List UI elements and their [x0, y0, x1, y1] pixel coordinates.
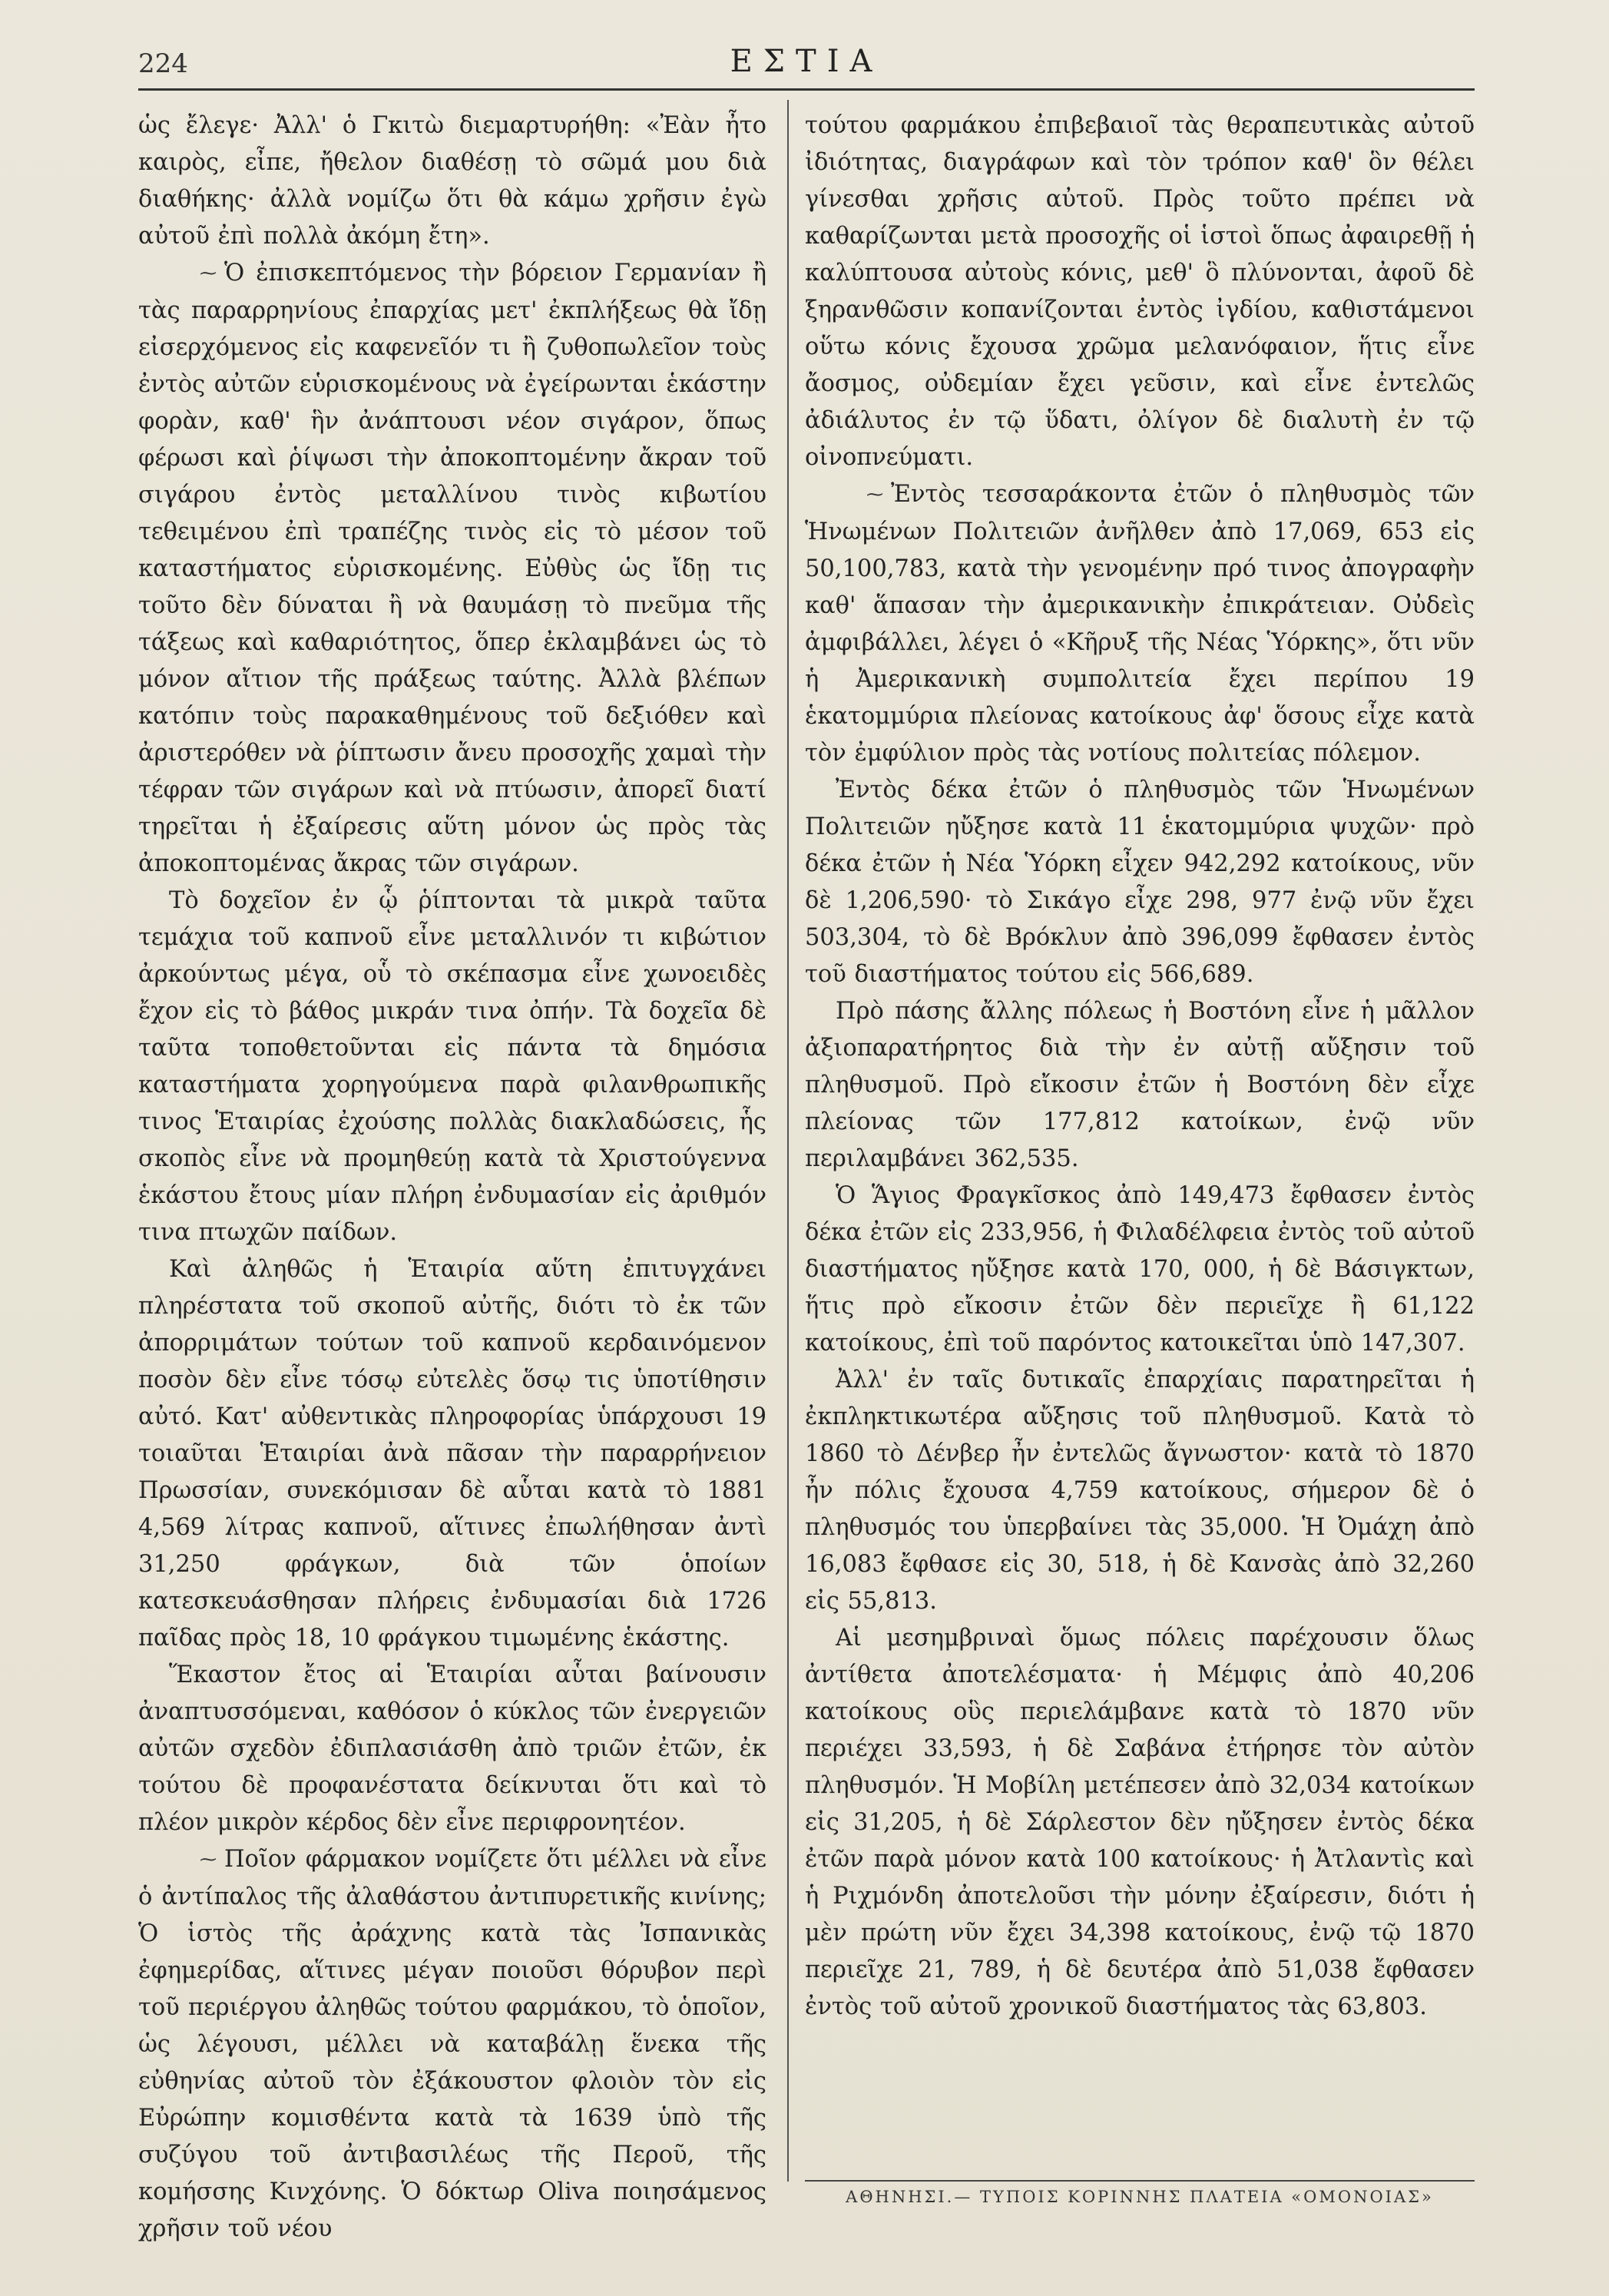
paragraph: ⁓ Ὁ ἐπισκεπτόμενος τὴν βόρειον Γερμανίαν ἢ τὰς παραρρηνίους ἐπαρχίας μετ' ἐκπλήξεως θὰ ἴδῃ εἰσερχόμενος εἰς καφενεῖόν τι ἢ ζυθοπωλεῖον τοὺς ἐντὸς αὐτῶν εὑρισκομένους νὰ ἐγείρωνται ἑκάστην φορὰν, καθ' ἣν ἀνάπτουσι νέον σιγάρον, ὅπως φέρωσι καὶ ῥίψωσι τὴν ἀποκοπτομένην ἄκραν τοῦ σιγάρου ἐντὸς μεταλλίνου τινὸς κιβωτίου τεθειμένου ἐπὶ τραπέζης τινὸς εἰς τὸ μέσον τοῦ καταστήματος εὑρισκομένης. Εὐθὺς ὡς ἴδῃ τις τοῦτο δὲν δύναται ἢ νὰ θαυμάσῃ τὸ πνεῦμα τῆς τάξεως καὶ καθαριότητος, ὅπερ ἐκλαμβάνει ὡς τὸ μόνον αἴτιον τῆς πράξεως ταύτης. Ἀλλὰ βλέπων κατόπιν τοὺς παρακαθημένους τοῦ δεξιόθεν καὶ ἀριστερόθεν νὰ ῥίπτωσιν ἄνευ προσοχῆς χαμαὶ τὴν τέφραν τῶν σιγάρων καὶ νὰ πτύωσιν, ἀπορεῖ διατί τηρεῖται ἡ ἐξαίρεσις αὕτη μόνον ὡς πρὸς τὰς ἀποκοπτομένας ἄκρας τῶν σιγάρων.: [138, 255, 766, 883]
paragraph: Ἀλλ' ἐν ταῖς δυτικαῖς ἐπαρχίαις παρατηρεῖται ἡ ἐκπληκτικωτέρα αὔξησις τοῦ πληθυσμοῦ. Κατὰ τὸ 1860 τὸ Δένβερ ἦν ἐντελῶς ἄγνωστον· κατὰ τὸ 1870 ἦν πόλις ἔχουσα 4,759 κατοίκους, σήμερον δὲ ὁ πληθυσμός του ὑπερβαίνει τὰς 35,000. Ἡ Ὀμάχη ἀπὸ 16,083 ἔφθασε εἰς 30, 518, ἡ δὲ Κανσὰς ἀπὸ 32,260 εἰς 55,813.: [805, 1367, 1475, 1615]
paragraph: τούτου φαρμάκου ἐπιβεβαιοῖ τὰς θεραπευτικὰς αὐτοῦ ἰδιότητας, διαγράφων καὶ τὸν τρόπον καθ' ὃν θέλει γίνεσθαι χρῆσις αὐτοῦ. Πρὸς τοῦτο πρέπει νὰ καθαρίζωνται μετὰ προσοχῆς οἱ ἱστοὶ ὅπως ἀφαιρεθῇ ἡ καλύπτουσα αὐτοὺς κόνις, μεθ' ὃ πλύνονται, ἀφοῦ δὲ ξηρανθῶσιν κοπανίζονται ἐντὸς ἰγδίου, καθιστάμενοι οὕτω κόνις ἔχουσα χρῶμα μελανόφαιον, ἥτις εἶνε ἄοσμος, οὐδεμίαν ἔχει γεῦσιν, καὶ εἶνε ἐντελῶς ἀδιάλυτος ἐν τῷ ὕδατι, ὀλίγον δὲ διαλυτὴ ἐν τῷ οἰνοπνεύματι.: [805, 112, 1475, 471]
paragraph: Αἱ μεσημβριναὶ ὅμως πόλεις παρέχουσιν ὅλως ἀντίθετα ἀποτελέσματα· ἡ Μέμφις ἀπὸ 40,206 κατοίκους οὓς περιελάμβανε κατὰ τὸ 1870 νῦν περιέχει 33,593, ἡ δὲ Σαβάνα ἐτήρησε τὸν αὐτὸν πληθυσμόν. Ἡ Μοβίλη μετέπεσεν ἀπὸ 32,034 κατοίκων εἰς 31,205, ἡ δὲ Σάρλεστον δὲν ηὔξησεν ἐντὸς δέκα ἐτῶν παρὰ μόνον κατὰ 100 κατοίκους· ἡ Ἀτλαντὶς καὶ ἡ Ριχμόνδη ἀποτελοῦσι τὴν μόνην ἐξαίρεσιν, διότι ἡ μὲν πρώτη νῦν ἔχει 34,398 κατοίκους, ἐνῷ τῷ 1870 περιεῖχε 21, 789, ἡ δὲ δευτέρα ἀπὸ 51,038 ἔφθασεν ἐντὸς τοῦ αὐτοῦ χρονικοῦ διαστήματος τὰς 63,803.: [805, 1625, 1475, 2020]
paragraph: Πρὸ πάσης ἄλλης πόλεως ἡ Βοστόνη εἶνε ἡ μᾶλλον ἀξιοπαρατήρητος διὰ τὴν ἐν αὐτῇ αὔξησιν τοῦ πληθυσμοῦ. Πρὸ εἴκοσιν ἐτῶν ἡ Βοστόνη δὲν εἶχε πλείονας τῶν 177,812 κατοίκων, ἐνῷ νῦν περιλαμβάνει 362,535.: [805, 998, 1475, 1172]
section-mark: ⁓: [200, 264, 217, 283]
page-header: [138, 42, 1475, 88]
right-column: [805, 108, 1475, 2026]
printer-imprint: ΑΘΗΝΗΣΙ.— ΤΥΠΟΙΣ ΚΟΡΙΝΝΗΣ ΠΛΑΤΕΙΑ «ΟΜΟΝΟΙΑΣ»: [846, 2188, 1434, 2206]
journal-title: ΕΣΤΙΑ: [730, 44, 883, 79]
paragraph: Ὁ Ἅγιος Φραγκῖσκος ἀπὸ 149,473 ἔφθασεν ἐντὸς δέκα ἐτῶν εἰς 233,956, ἡ Φιλαδέλφεια ἐντὸς τοῦ αὐτοῦ διαστήματος ηὔξησε κατὰ 170, 000, ἡ δὲ Βάσιγκτων, ἥτις πρὸ εἴκοσιν ἐτῶν δὲν περιεῖχε ἢ 61,122 κατοίκους, ἐπὶ τοῦ παρόντος κατοικεῖται ὑπὸ 147,307.: [805, 1182, 1475, 1357]
left-column: [138, 108, 766, 2248]
paragraph: Καὶ ἀληθῶς ἡ Ἑταιρία αὕτη ἐπιτυγχάνει πληρέστατα τοῦ σκοποῦ αὐτῆς, διότι τὸ ἐκ τῶν ἀπορριμάτων τούτων τοῦ καπνοῦ κερδαινόμενον ποσὸν δὲν εἶνε τόσῳ εὐτελὲς ὅσῳ τις ὑποτίθησιν αὐτό. Κατ' αὐθεντικὰς πληροφορίας ὑπάρχουσι 19 τοιαῦται Ἑταιρίαι ἀνὰ πᾶσαν τὴν παραρρήνειον Πρωσσίαν, συνεκόμισαν δὲ αὗται κατὰ τὸ 1881 4,569 λίτρας καπνοῦ, αἵτινες ἐπωλήθησαν ἀντὶ 31,250 φράγκων, διὰ τῶν ὁποίων κατεσκευάσθησαν πλήρεις ἐνδυμασίαι διὰ 1726 παῖδας πρὸς 18, 10 φράγκου τιμωμένης ἑκάστης.: [138, 1256, 766, 1652]
footer-rule: [805, 2180, 1475, 2182]
paragraph: Ἕκαστον ἔτος αἱ Ἑταιρίαι αὗται βαίνουσιν ἀναπτυσσόμεναι, καθόσον ὁ κύκλος τῶν ἐνεργειῶν αὐτῶν σχεδὸν ἐδιπλασιάσθη ἀπὸ τριῶν ἐτῶν, ἐκ τούτου δὲ προφανέστατα δείκνυται ὅτι καὶ τὸ πλέον μικρὸν κέρδος δὲν εἶνε περιφρονητέον.: [138, 1662, 766, 1836]
section-mark: ⁓: [200, 1850, 217, 1870]
paragraph: Ἐντὸς δέκα ἐτῶν ὁ πληθυσμὸς τῶν Ἡνωμένων Πολιτειῶν ηὔξησε κατὰ 11 ἑκατομμύρια ψυχῶν· πρὸ δέκα ἐτῶν ἡ Νέα Ὑόρκη εἶχεν 942,292 κατοίκους, νῦν δὲ 1,206,590· τὸ Σικάγο εἶχε 298, 977 ἐνῷ νῦν ἔχει 503,304, τὸ δὲ Βρόκλυν ἀπὸ 396,099 ἔφθασεν ἐντὸς τοῦ διαστήματος τούτου εἰς 566,689.: [805, 777, 1475, 988]
paragraph: ὡς ἔλεγε· Ἀλλ' ὁ Γκιτὼ διεμαρτυρήθη: «Ἐὰν ἦτο καιρὸς, εἶπε, ἤθελον διαθέσῃ τὸ σῶμά μου διὰ διαθήκης· ἀλλὰ νομίζω ὅτι θὰ κάμω χρῆσιν ἐγὼ αὐτοῦ ἐπὶ πολλὰ ἀκόμη ἔτη».: [138, 112, 766, 250]
header-rule: [138, 88, 1475, 91]
paragraph: ⁓ Ἐντὸς τεσσαράκοντα ἐτῶν ὁ πληθυσμὸς τῶν Ἡνωμένων Πολιτειῶν ἀνῆλθεν ἀπὸ 17,069, 653 εἰς 50,100,783, κατὰ τὴν γενομένην πρό τινος ἀπογραφὴν καθ' ἅπασαν τὴν ἀμερικανικὴν ἐπικράτειαν. Οὐδεὶς ἀμφιβάλλει, λέγει ὁ «Κῆρυξ τῆς Νέας Ὑόρκης», ὅτι νῦν ἡ Ἀμερικανικὴ συμπολιτεία ἔχει περίπου 19 ἑκατομμύρια πλείονας κατοίκους ἀφ' ὅσους εἶχε κατὰ τὸν ἐμφύλιον πρὸς τὰς νοτίους πολιτείας πόλεμον.: [805, 476, 1475, 772]
column-divider: [787, 100, 789, 2182]
page-number: 224: [138, 48, 188, 79]
paragraph: ⁓ Ποῖον φάρμακον νομίζετε ὅτι μέλλει νὰ εἶνε ὁ ἀντίπαλος τῆς ἀλαθάστου ἀντιπυρετικῆς κινίνης; Ὁ ἱστὸς τῆς ἀράχνης κατὰ τὰς Ἰσπανικὰς ἐφημερίδας, αἵτινες μέγαν ποιοῦσι θόρυβον περὶ τοῦ περιέργου ἀληθῶς τούτου φαρμάκου, τὸ ὁποῖον, ὡς λέγουσι, μέλλει νὰ καταβάλῃ ἕνεκα τῆς εὐθηνίας αὐτοῦ τὸν ἐξάκουστον φλοιὸν τὸν εἰς Εὐρώπην κομισθέντα κατὰ τὰ 1639 ὑπὸ τῆς συζύγου τοῦ ἀντιβασιλέως τῆς Περοῦ, τῆς κομήσσης Κινχόνης. Ὁ δόκτωρ Oliva ποιησάμενος χρῆσιν τοῦ νέου: [138, 1841, 766, 2248]
section-mark: ⁓: [866, 485, 883, 505]
paragraph: Τὸ δοχεῖον ἐν ᾧ ῥίπτονται τὰ μικρὰ ταῦτα τεμάχια τοῦ καπνοῦ εἶνε μεταλλινόν τι κιβώτιον ἀρκούντως μέγα, οὗ τὸ σκέπασμα εἶνε χωνοειδὲς ἔχον εἰς τὸ βάθος μικράν τινα ὀπήν. Τὰ δοχεῖα δὲ ταῦτα τοποθετοῦνται εἰς πάντα τὰ δημόσια καταστήματα χορηγούμενα παρὰ φιλανθρωπικῆς τινος Ἑταιρίας ἐχούσης πολλὰς διακλαδώσεις, ἧς σκοπὸς εἶνε νὰ προμηθεύῃ κατὰ τὰ Χριστούγεννα ἑκάστου ἔτους μίαν πλήρη ἐνδυμασίαν εἰς ἀριθμόν τινα πτωχῶν παίδων.: [138, 887, 766, 1246]
